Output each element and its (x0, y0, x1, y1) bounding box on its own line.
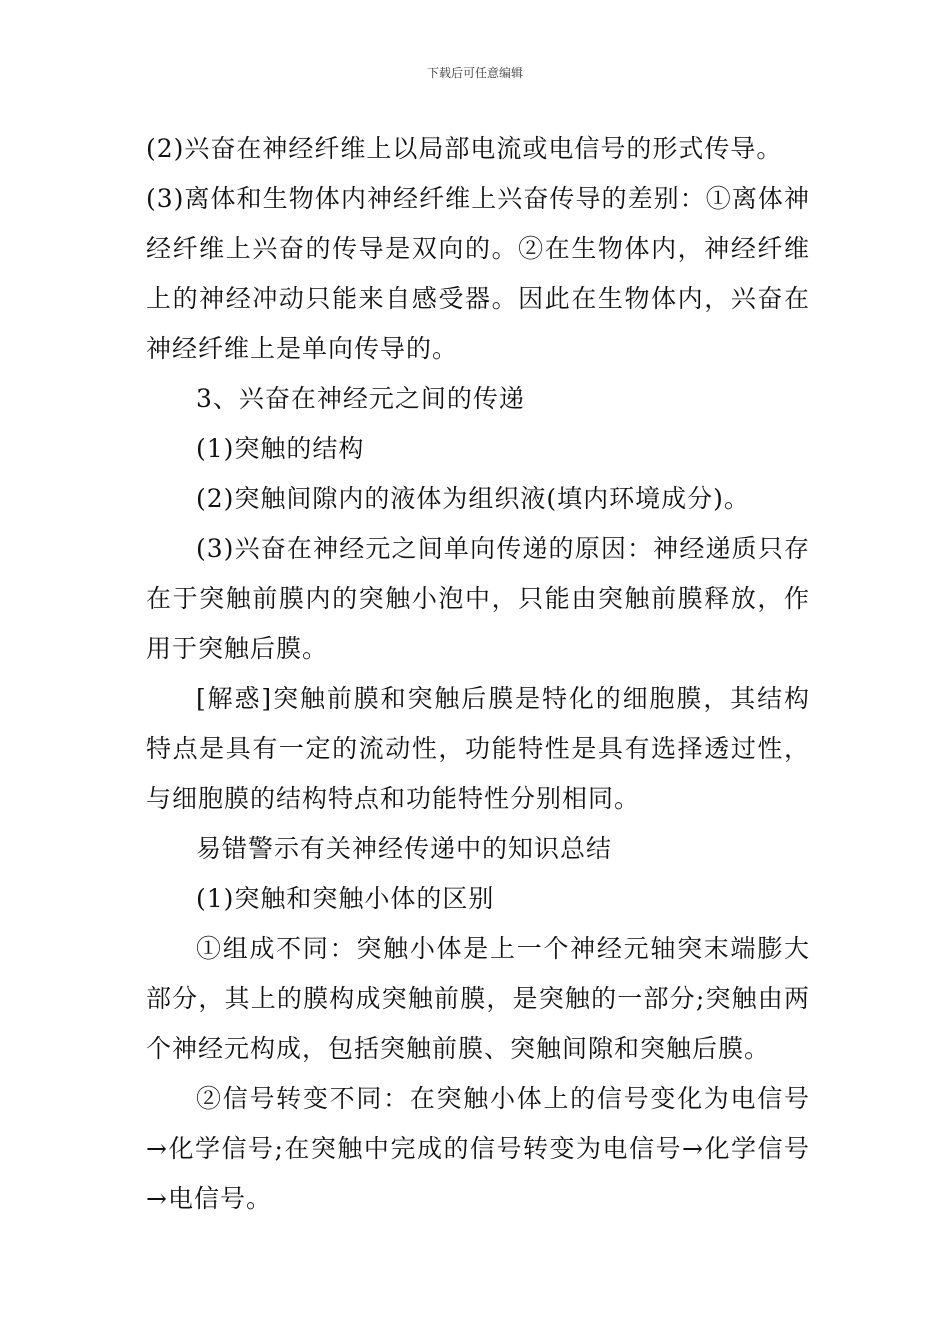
paragraph-warning-title: 易错警示有关神经传递中的知识总结 (196, 834, 613, 863)
page-header: 下载后可任意编辑 (426, 66, 523, 80)
paragraph-one-way-reason: (3)兴奋在神经元之间单向传递的原因：神经递质只存在于突触前膜内的突触小泡中，只能由突触前膜释放，作用于突触后膜。 (146, 534, 810, 663)
paragraph-signal-conversion: ②信号转变不同：在突触小体上的信号变化为电信号→化学信号;在突触中完成的信号转变为电信号→化学信号→电信号。 (146, 1084, 810, 1213)
document-body (146, 124, 810, 1224)
paragraph-composition-difference: ①组成不同：突触小体是上一个神经元轴突末端膨大部分，其上的膜构成突触前膜，是突触的一部分;突触由两个神经元构成，包括突触前膜、突触间隙和突触后膜。 (146, 934, 810, 1063)
paragraph-conduction-form: (2)兴奋在神经纤维上以局部电流或电信号的形式传导。 (146, 134, 783, 163)
paragraph-synapse-vs-bouton: (1)突触和突触小体的区别 (196, 884, 495, 913)
paragraph-synapse-structure: (1)突触的结构 (196, 434, 365, 463)
section-heading-transmission: 3、兴奋在神经元之间的传递 (196, 384, 525, 413)
paragraph-clarification: [解惑]突触前膜和突触后膜是特化的细胞膜，其结构特点是具有一定的流动性，功能特性是具有选择透过性，与细胞膜的结构特点和功能特性分别相同。 (146, 684, 810, 813)
paragraph-conduction-difference: (3)离体和生物体内神经纤维上兴奋传导的差别：①离体神经纤维上兴奋的传导是双向的。②在生物体内，神经纤维上的神经冲动只能来自感受器。因此在生物体内，兴奋在神经纤维上是单向传导的。 (146, 184, 810, 363)
paragraph-synaptic-cleft: (2)突触间隙内的液体为组织液(填内环境成分)。 (196, 484, 750, 513)
